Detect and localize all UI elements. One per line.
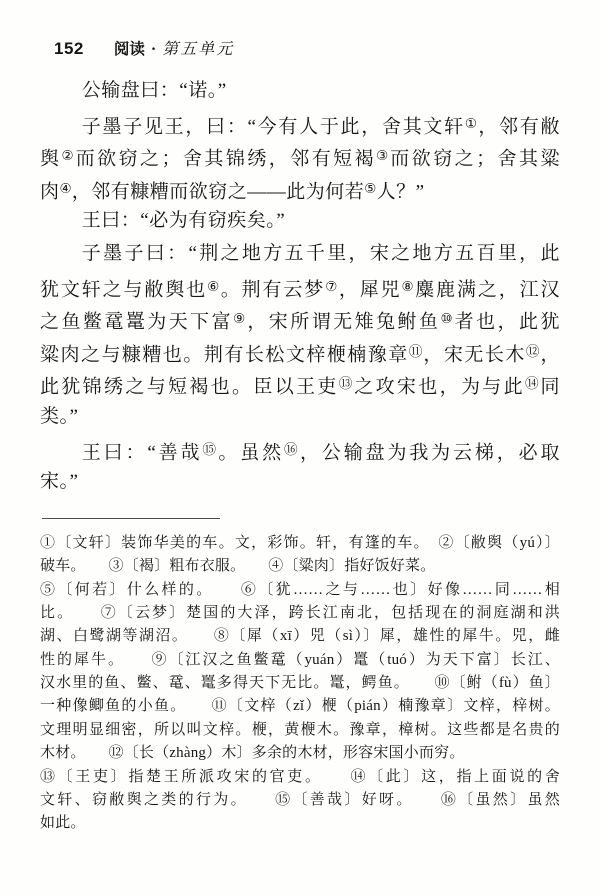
text-line: 类。” — [40, 405, 79, 427]
running-head-unit: 第五单元 — [162, 41, 235, 58]
main-text-block — [40, 75, 560, 499]
footnote-marker: ⑤ — [364, 180, 377, 196]
footnote-line: 如此。 — [40, 815, 86, 832]
footnote-line: 破车。 ③〔褐〕粗布衣服。 ④〔粱肉〕指好饭好菜。 — [40, 558, 436, 575]
text-line: 王曰：“善哉⑮。虽然⑯，公输盘为我为云梯，必取 — [81, 441, 560, 463]
footnote-line: 一种像鲫鱼的小鱼。 ⑪〔文梓（zǐ）楩（pián）楠豫章〕文梓，梓树。 — [40, 698, 560, 715]
text-line: 子墨子见王，曰：“今有人于此，舍其文轩①，邻有敝 — [81, 115, 560, 137]
running-head — [114, 36, 234, 59]
text-line: 子墨子曰：“荆之地方五千里，宋之地方五百里，此 — [81, 242, 560, 264]
text-line: 粱肉之与糠糟也。荆有长松文梓楩楠豫章⑪，宋无长木⑫， — [40, 343, 560, 366]
text-line: 宋。” — [40, 471, 79, 493]
footnote-marker: ⑧ — [401, 278, 416, 294]
footnote-line: 湖、白鹭湖等湖沼。 ⑧〔犀（xī）兕（sì）〕犀，雄性的犀牛。兕，雌 — [40, 628, 560, 645]
footnote-line: 比。 ⑦〔云梦〕楚国的大泽，跨长江南北，包括现在的洞庭湖和洪 — [40, 604, 560, 621]
footnote-line: ①〔文轩〕装饰华美的车。文，彩饰。轩，有篷的车。 ②〔敝舆（yú）〕 — [40, 534, 560, 551]
footnote-marker: ⑯ — [284, 441, 301, 457]
footnote-marker: ④ — [59, 180, 72, 196]
text-line: 王曰：“必为有窃疾矣。” — [81, 210, 286, 232]
text-line: 公输盘曰：“诺。” — [81, 80, 227, 101]
footnote-marker: ⑩ — [440, 311, 455, 327]
footnote-marker: ⑪ — [408, 343, 424, 359]
text-line: 之鱼鳖鼋鼍为天下富⑨，宋所谓无雉兔鲋鱼⑩者也，此犹 — [40, 311, 560, 333]
text-line: 此犹锦绣之与短褐也。臣以王吏⑬之攻宋也，为与此⑭同 — [40, 376, 560, 398]
footnote-line: 木材。 ⑫〔长（zhàng）木〕多余的木材，形容宋国小而穷。 — [40, 745, 465, 762]
running-head-section: 阅读 — [113, 41, 145, 58]
footnote-marker: ⑦ — [325, 278, 339, 294]
text-line: 犹文轩之与敝舆也⑥。荆有云梦⑦，犀兕⑧麋鹿满之，江汉 — [40, 278, 560, 300]
footnotes-block — [40, 532, 560, 836]
footnote-marker: ⑥ — [207, 278, 221, 294]
footnote-line: ⑤〔何若〕什么样的。 ⑥〔犹……之与……也〕好像……同……相 — [40, 581, 560, 598]
footnote-line: ⑬〔王吏〕指楚王所派攻宋的官吏。 ⑭〔此〕这，指上面说的舍 — [40, 768, 560, 785]
footnote-marker: ③ — [376, 148, 391, 164]
footnote-line: 文理明显细密，所以叫文梓。楩，黄楩木。豫章，樟树。这些都是名贵的 — [40, 721, 560, 738]
footnote-line: 性的犀牛。 ⑨〔江汉之鱼鳖鼋（yuán）鼍（tuó）为天下富〕长江、 — [40, 651, 560, 668]
footnote-marker: ⑭ — [524, 376, 541, 392]
page-number: 152 — [54, 39, 84, 58]
footnote-line: 文轩、窃敝舆之类的行为。 ⑮〔善哉〕好呀。 ⑯〔虽然〕虽然 — [40, 792, 560, 809]
footnote-marker: ① — [464, 115, 479, 131]
text-line: 肉④，邻有糠糟而欲窃之——此为何若⑤人？” — [40, 180, 425, 203]
text-line: 舆②而欲窃之；舍其锦绣，邻有短褐③而欲窃之；舍其粱 — [40, 148, 560, 170]
footnote-separator-rule — [42, 518, 220, 519]
footnote-marker: ⑬ — [338, 376, 355, 392]
footnote-marker: ⑨ — [233, 311, 248, 327]
footnote-marker: ⑫ — [525, 343, 541, 359]
footnote-marker: ② — [61, 148, 76, 164]
page-header — [40, 36, 560, 58]
footnote-marker: ⑮ — [202, 441, 219, 457]
running-head-separator: · — [150, 41, 157, 58]
footnote-line: 汉水里的鱼、鳖、鼋、鼍多得天下无比。鼍，鳄鱼。 ⑩〔鲋（fù）鱼〕 — [40, 675, 560, 692]
